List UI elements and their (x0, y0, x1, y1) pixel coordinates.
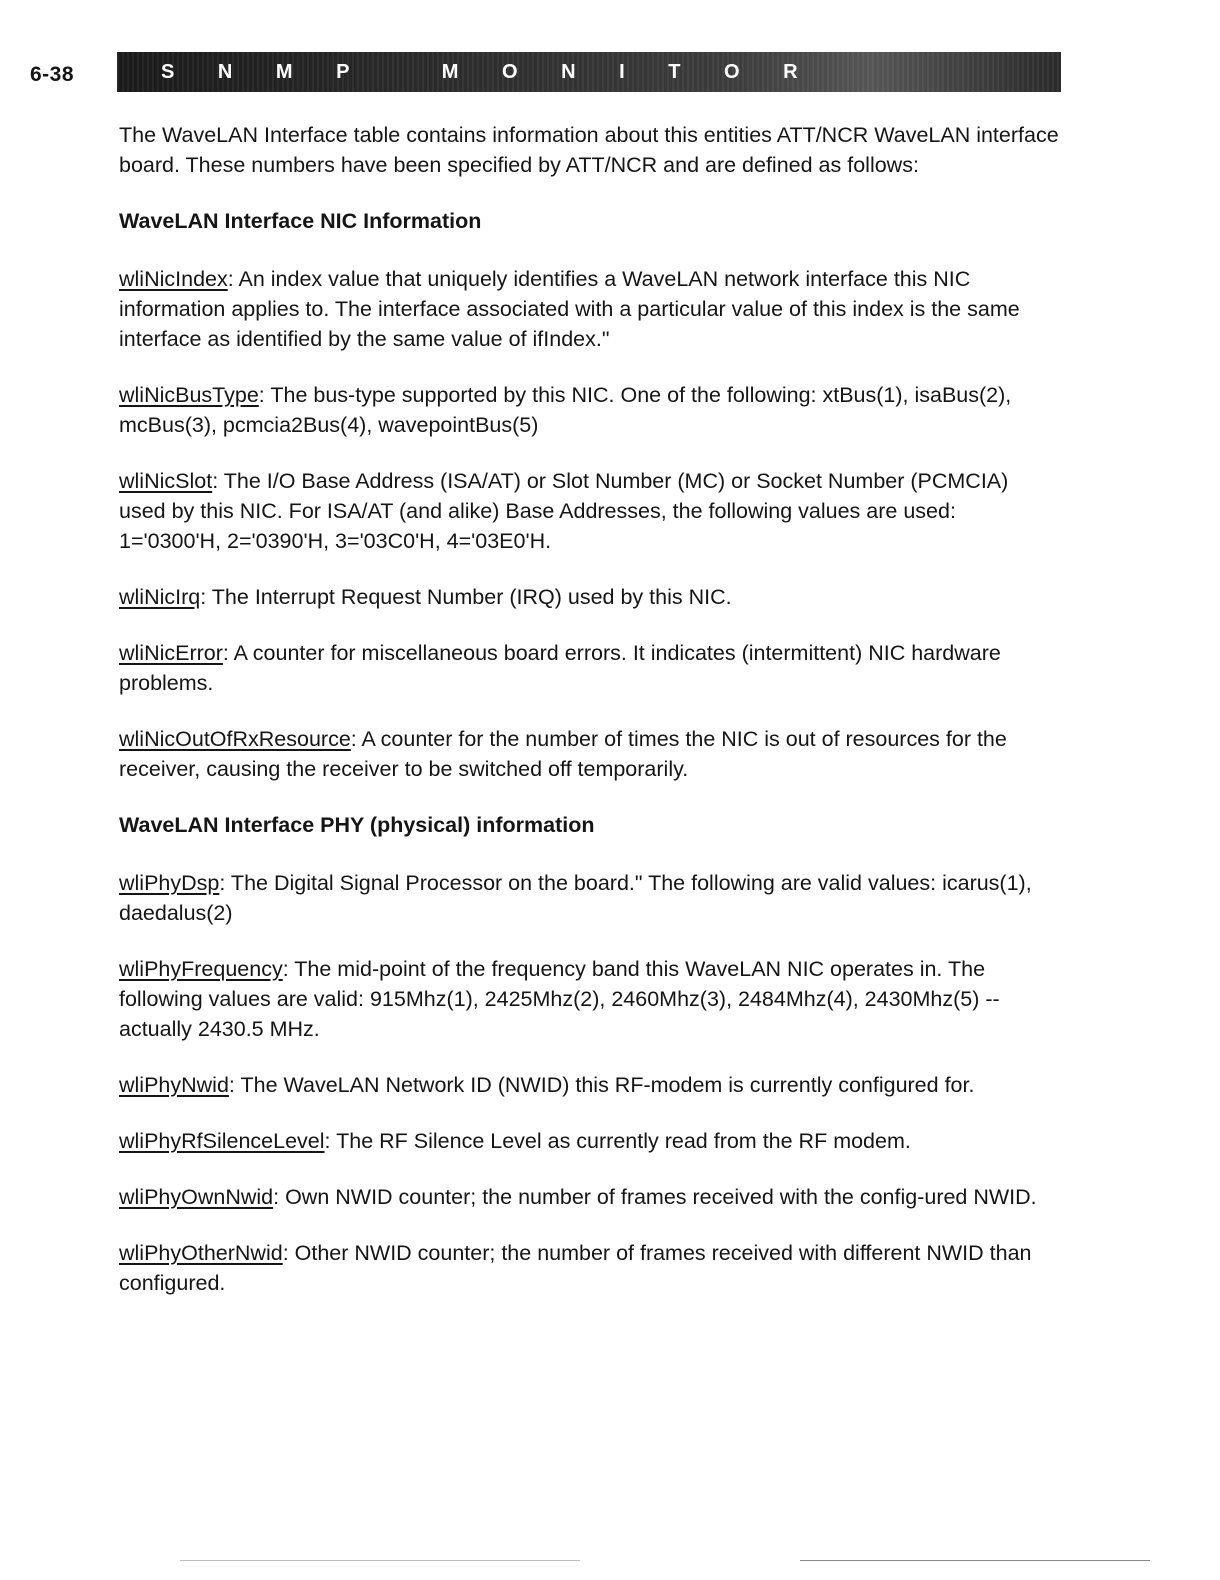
term: wliPhyOtherNwid (119, 1241, 283, 1265)
definition-wli-nic-error (119, 638, 1059, 698)
definition-text: : Other NWID counter; the number of frames received with different NWID than configured. (119, 1241, 1032, 1295)
definition-wli-phy-own-nwid (119, 1182, 1059, 1212)
definition-wli-phy-nwid (119, 1070, 1059, 1100)
definition-wli-nic-bus-type (119, 380, 1059, 440)
definition-wli-phy-dsp (119, 868, 1059, 928)
definition-wli-phy-rf-silence-level (119, 1126, 1059, 1156)
term: wliNicIrq (119, 585, 201, 609)
definition-text: : The bus-type supported by this NIC. One of the following: xtBus(1), isaBus(2), mcBus(3), pcmcia2Bus(4), wavepointBus(5) (119, 383, 1012, 437)
page-number: 6-38 (30, 63, 75, 86)
term: wliPhyDsp (119, 871, 220, 895)
definition-text: : The I/O Base Address (ISA/AT) or Slot Number (MC) or Socket Number (PCMCIA) used by this NIC. For ISA/AT (and alike) Base Addresses, the following values are used: 1='0300'H, 2='0390'H, 3='03C0'H, 4='03E0'H. (119, 469, 1009, 553)
document-body (119, 120, 1059, 1324)
definition-text: : The mid-point of the frequency band this WaveLAN NIC operates in. The following values are valid: 915Mhz(1), 2425Mhz(2), 2460Mhz(3), 2484Mhz(4), 2430Mhz(5) -- actually 2430.5 MHz. (119, 957, 1000, 1041)
scan-artifact-line-left (180, 1560, 580, 1561)
header-bar (117, 52, 1061, 92)
definition-text: : Own NWID counter; the number of frames received with the config-ured NWID. (273, 1185, 1037, 1209)
definition-wli-phy-frequency (119, 954, 1059, 1044)
definition-text: : A counter for the number of times the NIC is out of resources for the receiver, causing the receiver to be switched off temporarily. (119, 727, 1007, 781)
definition-text: : The Interrupt Request Number (IRQ) used by this NIC. (200, 585, 732, 609)
term: wliNicOutOfRxResource (119, 727, 351, 751)
definition-text: : The Digital Signal Processor on the board." The following are valid values: icarus(1), daedalus(2) (119, 871, 1032, 925)
term: wliNicSlot (119, 469, 213, 493)
term: wliPhyRfSilenceLevel (119, 1129, 325, 1153)
term: wliNicBusType (119, 383, 259, 407)
definition-text: : An index value that uniquely identifies a WaveLAN network interface this NIC information applies to. The interface associated with a particular value of this index is the same interface as identified by the same value of ifIndex." (119, 267, 1020, 351)
term: wliNicError (119, 641, 223, 665)
definition-wli-nic-out-of-rx-resource (119, 724, 1059, 784)
term: wliNicIndex (119, 267, 228, 291)
header-title: S N M P M O N I T O R (161, 60, 817, 83)
term: wliPhyOwnNwid (119, 1185, 274, 1209)
definition-text: : The WaveLAN Network ID (NWID) this RF-modem is currently configured for. (228, 1073, 975, 1097)
definition-text: : The RF Silence Level as currently read from the RF modem. (324, 1129, 911, 1153)
term: wliPhyNwid (119, 1073, 229, 1097)
definition-wli-nic-index (119, 264, 1059, 354)
definition-text: : A counter for miscellaneous board errors. It indicates (intermittent) NIC hardware problems. (119, 641, 1001, 695)
definition-wli-phy-other-nwid (119, 1238, 1059, 1298)
term: wliPhyFrequency (119, 957, 283, 981)
section-heading-phy: WaveLAN Interface PHY (physical) information (119, 813, 595, 837)
section-heading-nic: WaveLAN Interface NIC Information (119, 209, 482, 233)
definition-wli-nic-irq (119, 582, 1059, 612)
definition-wli-nic-slot (119, 466, 1059, 556)
scan-artifact-line-right (800, 1560, 1150, 1561)
intro-paragraph: The WaveLAN Interface table contains information about this entities ATT/NCR WaveLAN interface board. These numbers have been specified by ATT/NCR and are defined as follows: (119, 123, 1059, 177)
